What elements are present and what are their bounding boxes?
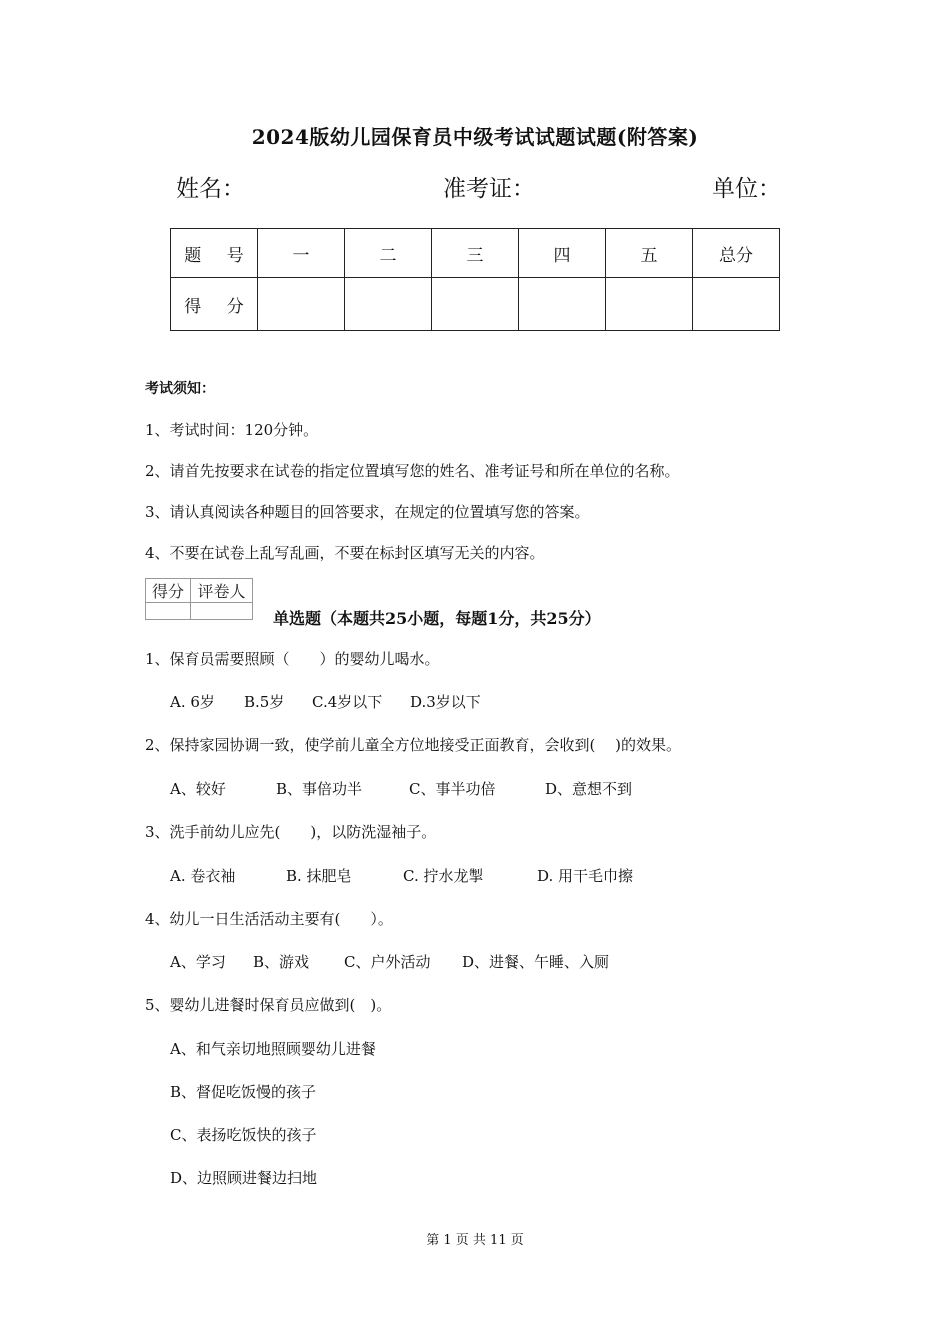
option[interactable]: D、意想不到 — [545, 780, 633, 798]
column-header: 五 — [606, 229, 693, 278]
option[interactable]: B、事倍功半 — [276, 780, 363, 798]
option[interactable]: D、进餐、午睡、入厕 — [462, 953, 610, 971]
column-header: 四 — [519, 229, 606, 278]
question-1: 1、保育员需要照顾（ ）的婴幼儿喝水。 — [145, 650, 440, 668]
page-footer: 第 1 页 共 11 页 — [426, 1233, 524, 1248]
score-table — [170, 228, 780, 331]
section-title: 单选题（本题共25小题，每题1分，共25分） — [273, 609, 601, 628]
score-cell[interactable] — [606, 278, 693, 331]
notice-item: 3、请认真阅读各种题目的回答要求，在规定的位置填写您的答案。 — [145, 503, 590, 521]
option[interactable]: D.3岁以下 — [410, 693, 481, 711]
question-1-options — [170, 691, 481, 712]
question-3: 3、洗手前幼儿应先( )，以防洗湿袖子。 — [145, 823, 437, 841]
option[interactable]: C、表扬吃饭快的孩子 — [170, 1126, 317, 1144]
column-header: 二 — [345, 229, 432, 278]
score-cell[interactable] — [519, 278, 606, 331]
score-label: 得 分 — [171, 278, 258, 331]
question-5: 5、婴幼儿进餐时保育员应做到( )。 — [145, 996, 392, 1014]
grader-box — [145, 578, 253, 620]
grader-name-cell[interactable] — [191, 603, 253, 620]
grader-score-cell[interactable] — [146, 603, 191, 620]
score-cell[interactable] — [258, 278, 345, 331]
question-2: 2、保持家园协调一致，使学前儿童全方位地接受正面教育，会收到( )的效果。 — [145, 736, 682, 754]
score-table-score-row — [171, 278, 780, 331]
score-cell[interactable] — [345, 278, 432, 331]
option[interactable]: C、户外活动 — [344, 953, 431, 971]
option[interactable]: D. 用干毛巾擦 — [537, 867, 634, 885]
option[interactable]: B、督促吃饭慢的孩子 — [170, 1083, 317, 1101]
grader-name-label: 评卷人 — [191, 579, 253, 603]
notice-item: 4、不要在试卷上乱写乱画，不要在标封区填写无关的内容。 — [145, 544, 545, 562]
option[interactable]: B. 抹肥皂 — [286, 867, 352, 885]
score-table-header-row — [171, 229, 780, 278]
option[interactable]: D、边照顾进餐边扫地 — [170, 1169, 318, 1187]
exam-number-field-label: 准考证： — [443, 176, 535, 202]
question-4-options — [170, 951, 609, 972]
option[interactable]: A、和气亲切地照顾婴幼儿进餐 — [170, 1040, 376, 1058]
option[interactable]: A、较好 — [170, 780, 226, 798]
page-title: 2024版幼儿园保育员中级考试试题试题(附答案) — [251, 125, 699, 149]
question-number-label: 题 号 — [171, 229, 258, 278]
score-cell[interactable] — [432, 278, 519, 331]
column-header: 三 — [432, 229, 519, 278]
option[interactable]: C、事半功倍 — [409, 780, 496, 798]
grader-score-label: 得分 — [146, 579, 191, 603]
notice-item: 1、考试时间：120分钟。 — [145, 421, 319, 439]
option[interactable]: B、游戏 — [253, 953, 310, 971]
question-2-options — [170, 778, 632, 799]
score-cell[interactable] — [693, 278, 780, 331]
option[interactable]: A. 6岁 — [170, 693, 215, 711]
notice-item: 2、请首先按要求在试卷的指定位置填写您的姓名、准考证号和所在单位的名称。 — [145, 462, 680, 480]
question-4: 4、幼儿一日生活活动主要有( ）。 — [145, 910, 393, 928]
notice-title: 考试须知： — [145, 381, 215, 397]
option[interactable]: B.5岁 — [244, 693, 285, 711]
column-header: 总分 — [693, 229, 780, 278]
unit-field-label: 单位： — [712, 176, 781, 202]
name-field-label: 姓名： — [176, 176, 245, 202]
option[interactable]: A. 卷衣袖 — [170, 867, 236, 885]
option[interactable]: A、学习 — [170, 953, 226, 971]
option[interactable]: C. 拧水龙掣 — [403, 867, 484, 885]
option[interactable]: C.4岁以下 — [312, 693, 383, 711]
column-header: 一 — [258, 229, 345, 278]
question-3-options — [170, 865, 633, 886]
